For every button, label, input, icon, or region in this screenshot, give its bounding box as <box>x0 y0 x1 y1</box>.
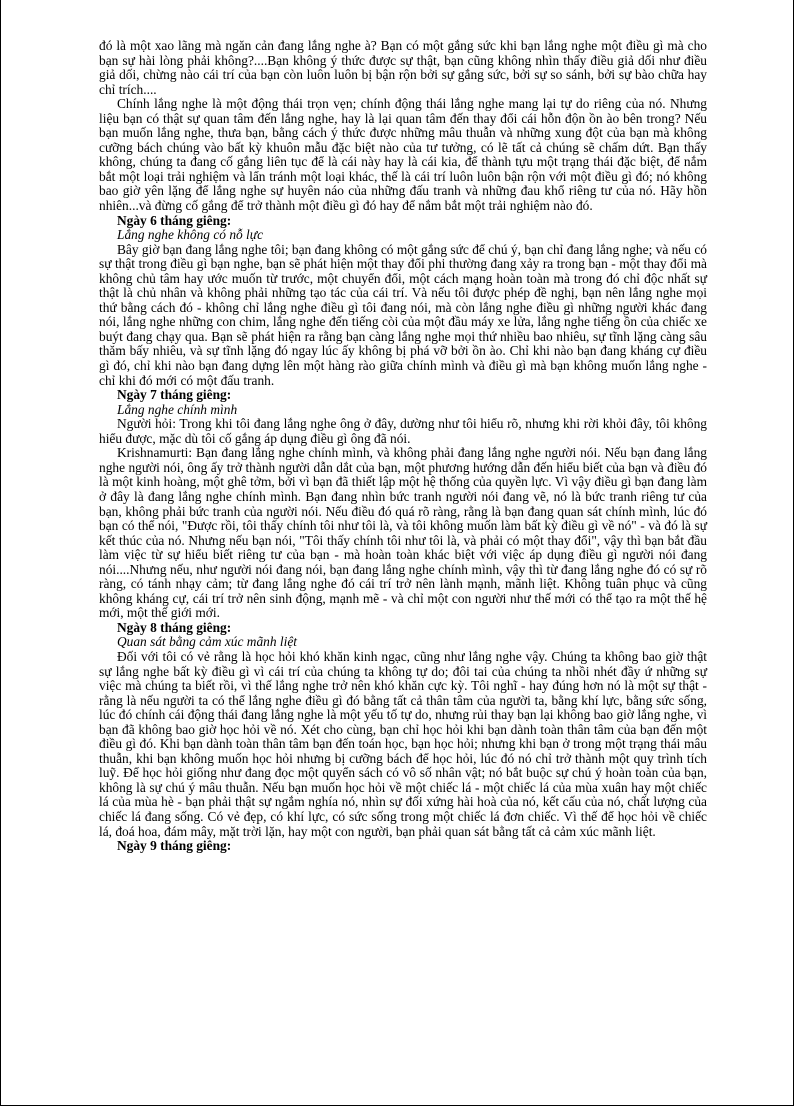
paragraph-continuation: đó là một xao lãng mà ngăn cản đang lắng nghe à? Bạn có một gắng sức khi bạn lắng nghe một điều gì mà cho bạn sự hài lòng phải không?....Bạn không ý thức được sự thật, bạn cũng không nhìn thấy điều giả dối như điều giả dối, chừng nào cái trí của bạn còn luôn luôn bị bận rộn bởi sự gắng sức, bởi sự so sánh, bởi sự bào chữa hay chỉ trích.... <box>99 38 707 97</box>
document-body <box>99 39 707 854</box>
paragraph-listening-movement: Chính lắng nghe là một động thái trọn vẹn; chính động thái lắng nghe mang lại tự do riêng của nó. Nhưng liệu bạn có thật sự quan tâm đến lắng nghe, hay là lại quan tâm đến thay đổi cái hỗn độn ồn ào bên trong? Nếu bạn muốn lắng nghe, thưa bạn, bằng cách ý thức được những mâu thuẫn và những xung đột của bạn mà không cưỡng bách chúng vào bất kỳ khuôn mẫu đặc biệt nào của tư tưởng, có lẽ tất cả chúng sẽ chấm dứt. Bạn thấy không, chúng ta đang cố gắng liên tục để là cái này hay là cái kia, để thành tựu một trạng thái đặc biệt, để nắm bắt một loại trải nghiệm và lẩn tránh một loại khác, thế là cái trí luôn luôn bận rộn với một điều gì đó; nó không bao giờ yên lặng để lắng nghe sự huyên náo của những đấu tranh và những đau khổ riêng tư của nó. Hãy hồn nhiên...và đừng cố gắng để trở thành một điều gì đó hay để nắm bắt một trải nghiệm nào đó. <box>99 96 707 214</box>
subtitle-jan-6: Lắng nghe không có nỗ lực <box>117 227 264 243</box>
heading-jan-7: Ngày 7 tháng giêng: <box>117 387 232 403</box>
paragraph-jan-8: Đối với tôi có vẻ rằng là học hỏi khó khăn kinh ngạc, cũng như lắng nghe vậy. Chúng ta không bao giờ thật sự lắng nghe bất kỳ điều gì vì cái trí của chúng ta không tự do; đôi tai của chúng ta nhồi nhét đầy ứ những sự việc mà chúng ta biết rồi, vì thế lắng nghe trở nên khó khăn cực kỳ. Tôi nghĩ - hay đúng hơn nó là một sự thật - rằng là nếu người ta có thể lắng nghe điều gì đó bằng tất cả thân tâm của người ta, bằng khí lực, bằng sức sống, lúc đó chính cái động thái đang lắng nghe là một yếu tố tự do, nhưng rủi thay bạn lại không bao giờ lắng nghe, vì bạn đã không bao giờ học hỏi về nó. Xét cho cùng, bạn chỉ học hỏi khi bạn dành toàn thân tâm của bạn đến một điều gì đó. Khi bạn dành toàn thân tâm bạn đến toán học, bạn học hỏi; nhưng khi bạn ở trong một trạng thái mâu thuẫn, khi bạn không muốn học hỏi nhưng bị cưỡng bách để học hỏi, lúc đó nó chỉ trở thành một quy trình tích luỹ. Để học hỏi giống như đang đọc một quyển sách có vô số nhân vật; nó bắt buộc sự chú ý hoàn toàn của bạn, không là sự chú ý mâu thuẫn. Nếu bạn muốn học hỏi về một chiếc lá - một chiếc lá của mùa xuân hay một chiếc lá của mùa hè - bạn phải thật sự ngắm nghía nó, nhìn sự đối xứng hài hoà của nó, kết cấu của nó, chất lượng của chiếc lá đang sống. Có vẻ đẹp, có khí lực, có sức sống trong một chiếc lá đơn chiếc. Vì thế để học hỏi về chiếc lá, đoá hoa, đám mây, mặt trời lặn, hay một con người, bạn phải quan sát bằng tất cả cảm xúc mãnh liệt. <box>99 648 707 839</box>
heading-jan-6: Ngày 6 tháng giêng: <box>117 212 232 228</box>
heading-jan-9: Ngày 9 tháng giêng: <box>117 838 232 854</box>
paragraph-jan-7-question: Người hỏi: Trong khi tôi đang lắng nghe ông ở đây, dường như tôi hiểu rõ, nhưng khi rời khỏi đây, tôi không hiểu được, mặc dù tôi cố gắng áp dụng điều gì ông đã nói. <box>99 416 707 446</box>
heading-jan-8: Ngày 8 tháng giêng: <box>117 619 232 635</box>
paragraph-jan-6: Bây giờ bạn đang lắng nghe tôi; bạn đang không có một gắng sức để chú ý, bạn chỉ đang lắng nghe; và nếu có sự thật trong điều gì bạn nghe, bạn sẽ phát hiện một thay đổi phi thường đang xảy ra trong bạn - một thay đổi mà không chủ tâm hay ước muốn từ trước, một chuyển đổi, một cách mạng hoàn toàn mà trong đó chỉ độc nhất sự thật là chủ nhân và không phải những tạo tác của cái trí. Và nếu tôi được phép đề nghị, bạn nên lắng nghe mọi thứ bằng cách đó - không chỉ lắng nghe điều gì tôi đang nói, mà còn lắng nghe điều gì những người khác đang nói, lắng nghe những con chim, lắng nghe đến tiếng còi của một đầu máy xe lửa, lắng nghe tiếng ồn của chiếc xe buýt đang chạy qua. Bạn sẽ phát hiện ra rằng bạn càng lắng nghe mọi thứ nhiều bao nhiêu, sự tĩnh lặng càng sâu thăm bấy nhiêu, và sự tĩnh lặng đó ngay lúc ấy không bị phá vỡ bởi ồn ào. Chỉ khi nào bạn đang kháng cự điều gì đó, chỉ khi nào bạn đang dựng lên một hàng rào giữa chính mình và điều gì mà bạn không muốn lắng nghe - chỉ khi đó mới có một đấu tranh. <box>99 241 707 388</box>
subtitle-jan-7: Lắng nghe chính mình <box>117 401 238 417</box>
paragraph-jan-7-answer: Krishnamurti: Bạn đang lắng nghe chính mình, và không phải đang lắng nghe người nói. Nếu bạn đang lắng nghe người nói, ông ấy trở thành người dẫn dắt của bạn, một phương hướng dẫn đến hiểu biết của bạn và điều đó là một kinh hoàng, một ghê tởm, bởi vì bạn đã thiết lập một hệ thống của quyền lực. Vì vậy điều gì bạn đang làm ở đây là đang lắng nghe chính mình. Bạn đang nhìn bức tranh người nói đang vẽ, nó là bức tranh riêng tư của bạn, không phải bức tranh của người nói. Nếu điều đó quá rõ ràng, rằng là bạn đang quan sát chính mình, lúc đó bạn có thể nói, "Được rồi, tôi thấy chính tôi như tôi là, và tôi không muốn làm bất kỳ điều gì về nó" - và đó là sự kết thúc của nó. Nhưng nếu bạn nói, "Tôi thấy chính tôi như tôi là, và phải có một thay đổi", vậy thì bạn bắt đầu làm việc từ sự hiểu biết riêng tư của bạn - mà hoàn toàn khác biệt với việc áp dụng điều gì người nói đang nói....Nhưng nếu, như người nói đang nói, bạn đang lắng nghe chính mình, vậy thì từ đang lắng nghe đó có sự rõ ràng, có tánh nhạy cảm; từ đang lắng nghe đó cái trí trở nên lành mạnh, mãnh liệt. Không tuân phục và cũng không kháng cự, cái trí trở nên sinh động, mạnh mẽ - và chỉ một con người như thế mới có thể tạo ra một thế hệ mới, một thế giới mới. <box>99 445 707 621</box>
subtitle-jan-8: Quan sát bằng cảm xúc mãnh liệt <box>117 634 298 650</box>
